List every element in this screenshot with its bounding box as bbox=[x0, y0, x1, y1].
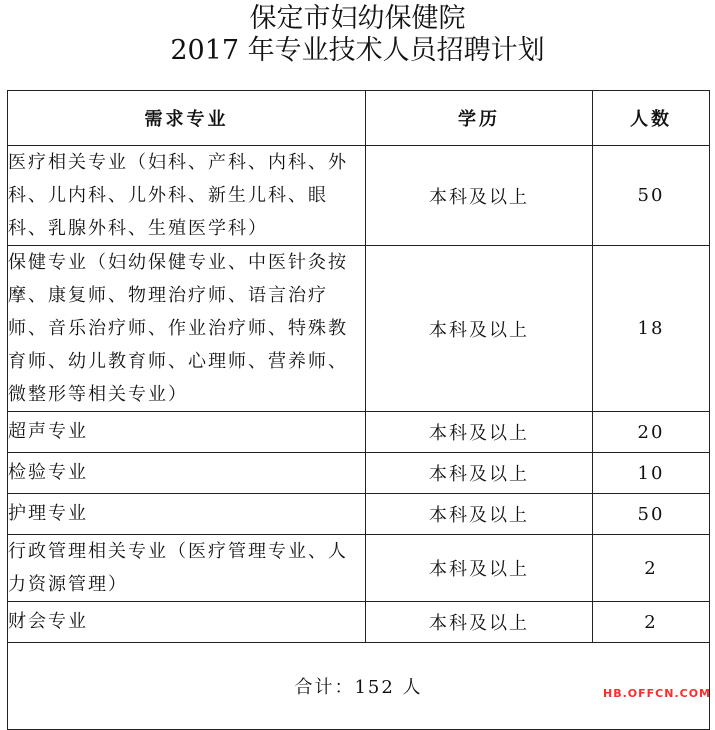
table-header-row bbox=[8, 91, 710, 146]
table-row bbox=[8, 602, 710, 643]
education-cell: 本科及以上 bbox=[366, 453, 593, 494]
table-row bbox=[8, 146, 710, 246]
major-cell: 医疗相关专业（妇科、产科、内科、外科、儿内科、儿外科、新生儿科、眼科、乳腺外科、生殖医学科） bbox=[8, 146, 366, 246]
education-cell: 本科及以上 bbox=[366, 494, 593, 535]
table-row bbox=[8, 535, 710, 602]
education-cell: 本科及以上 bbox=[366, 602, 593, 643]
total-row bbox=[8, 643, 710, 730]
header-count: 人数 bbox=[593, 91, 710, 146]
table-row bbox=[8, 453, 710, 494]
major-cell: 保健专业（妇幼保健专业、中医针灸按摩、康复师、物理治疗师、语言治疗师、音乐治疗师、作业治疗师、特殊教育师、幼儿教育师、心理师、营养师、微整形等相关专业） bbox=[8, 246, 366, 412]
major-cell: 检验专业 bbox=[8, 453, 366, 494]
table-row bbox=[8, 412, 710, 453]
major-cell: 行政管理相关专业（医疗管理专业、人力资源管理） bbox=[8, 535, 366, 602]
major-cell: 护理专业 bbox=[8, 494, 366, 535]
table-row bbox=[8, 494, 710, 535]
education-cell: 本科及以上 bbox=[366, 146, 593, 246]
header-education: 学历 bbox=[366, 91, 593, 146]
site-watermark: HB.OFFCN.COM bbox=[603, 687, 711, 700]
count-cell: 18 bbox=[593, 246, 710, 412]
recruitment-plan-table bbox=[7, 90, 710, 730]
education-cell: 本科及以上 bbox=[366, 246, 593, 412]
count-cell: 2 bbox=[593, 602, 710, 643]
education-cell: 本科及以上 bbox=[366, 412, 593, 453]
header-major: 需求专业 bbox=[8, 91, 366, 146]
count-cell: 50 bbox=[593, 494, 710, 535]
education-cell: 本科及以上 bbox=[366, 535, 593, 602]
major-cell: 财会专业 bbox=[8, 602, 366, 643]
document-subtitle: 2017 年专业技术人员招聘计划 bbox=[170, 35, 545, 66]
table-row bbox=[8, 246, 710, 412]
major-cell: 超声专业 bbox=[8, 412, 366, 453]
count-cell: 10 bbox=[593, 453, 710, 494]
total-cell: 合计：152 人 bbox=[8, 643, 710, 730]
count-cell: 20 bbox=[593, 412, 710, 453]
document-title: 保定市妇幼保健院 bbox=[249, 3, 466, 34]
count-cell: 50 bbox=[593, 146, 710, 246]
count-cell: 2 bbox=[593, 535, 710, 602]
